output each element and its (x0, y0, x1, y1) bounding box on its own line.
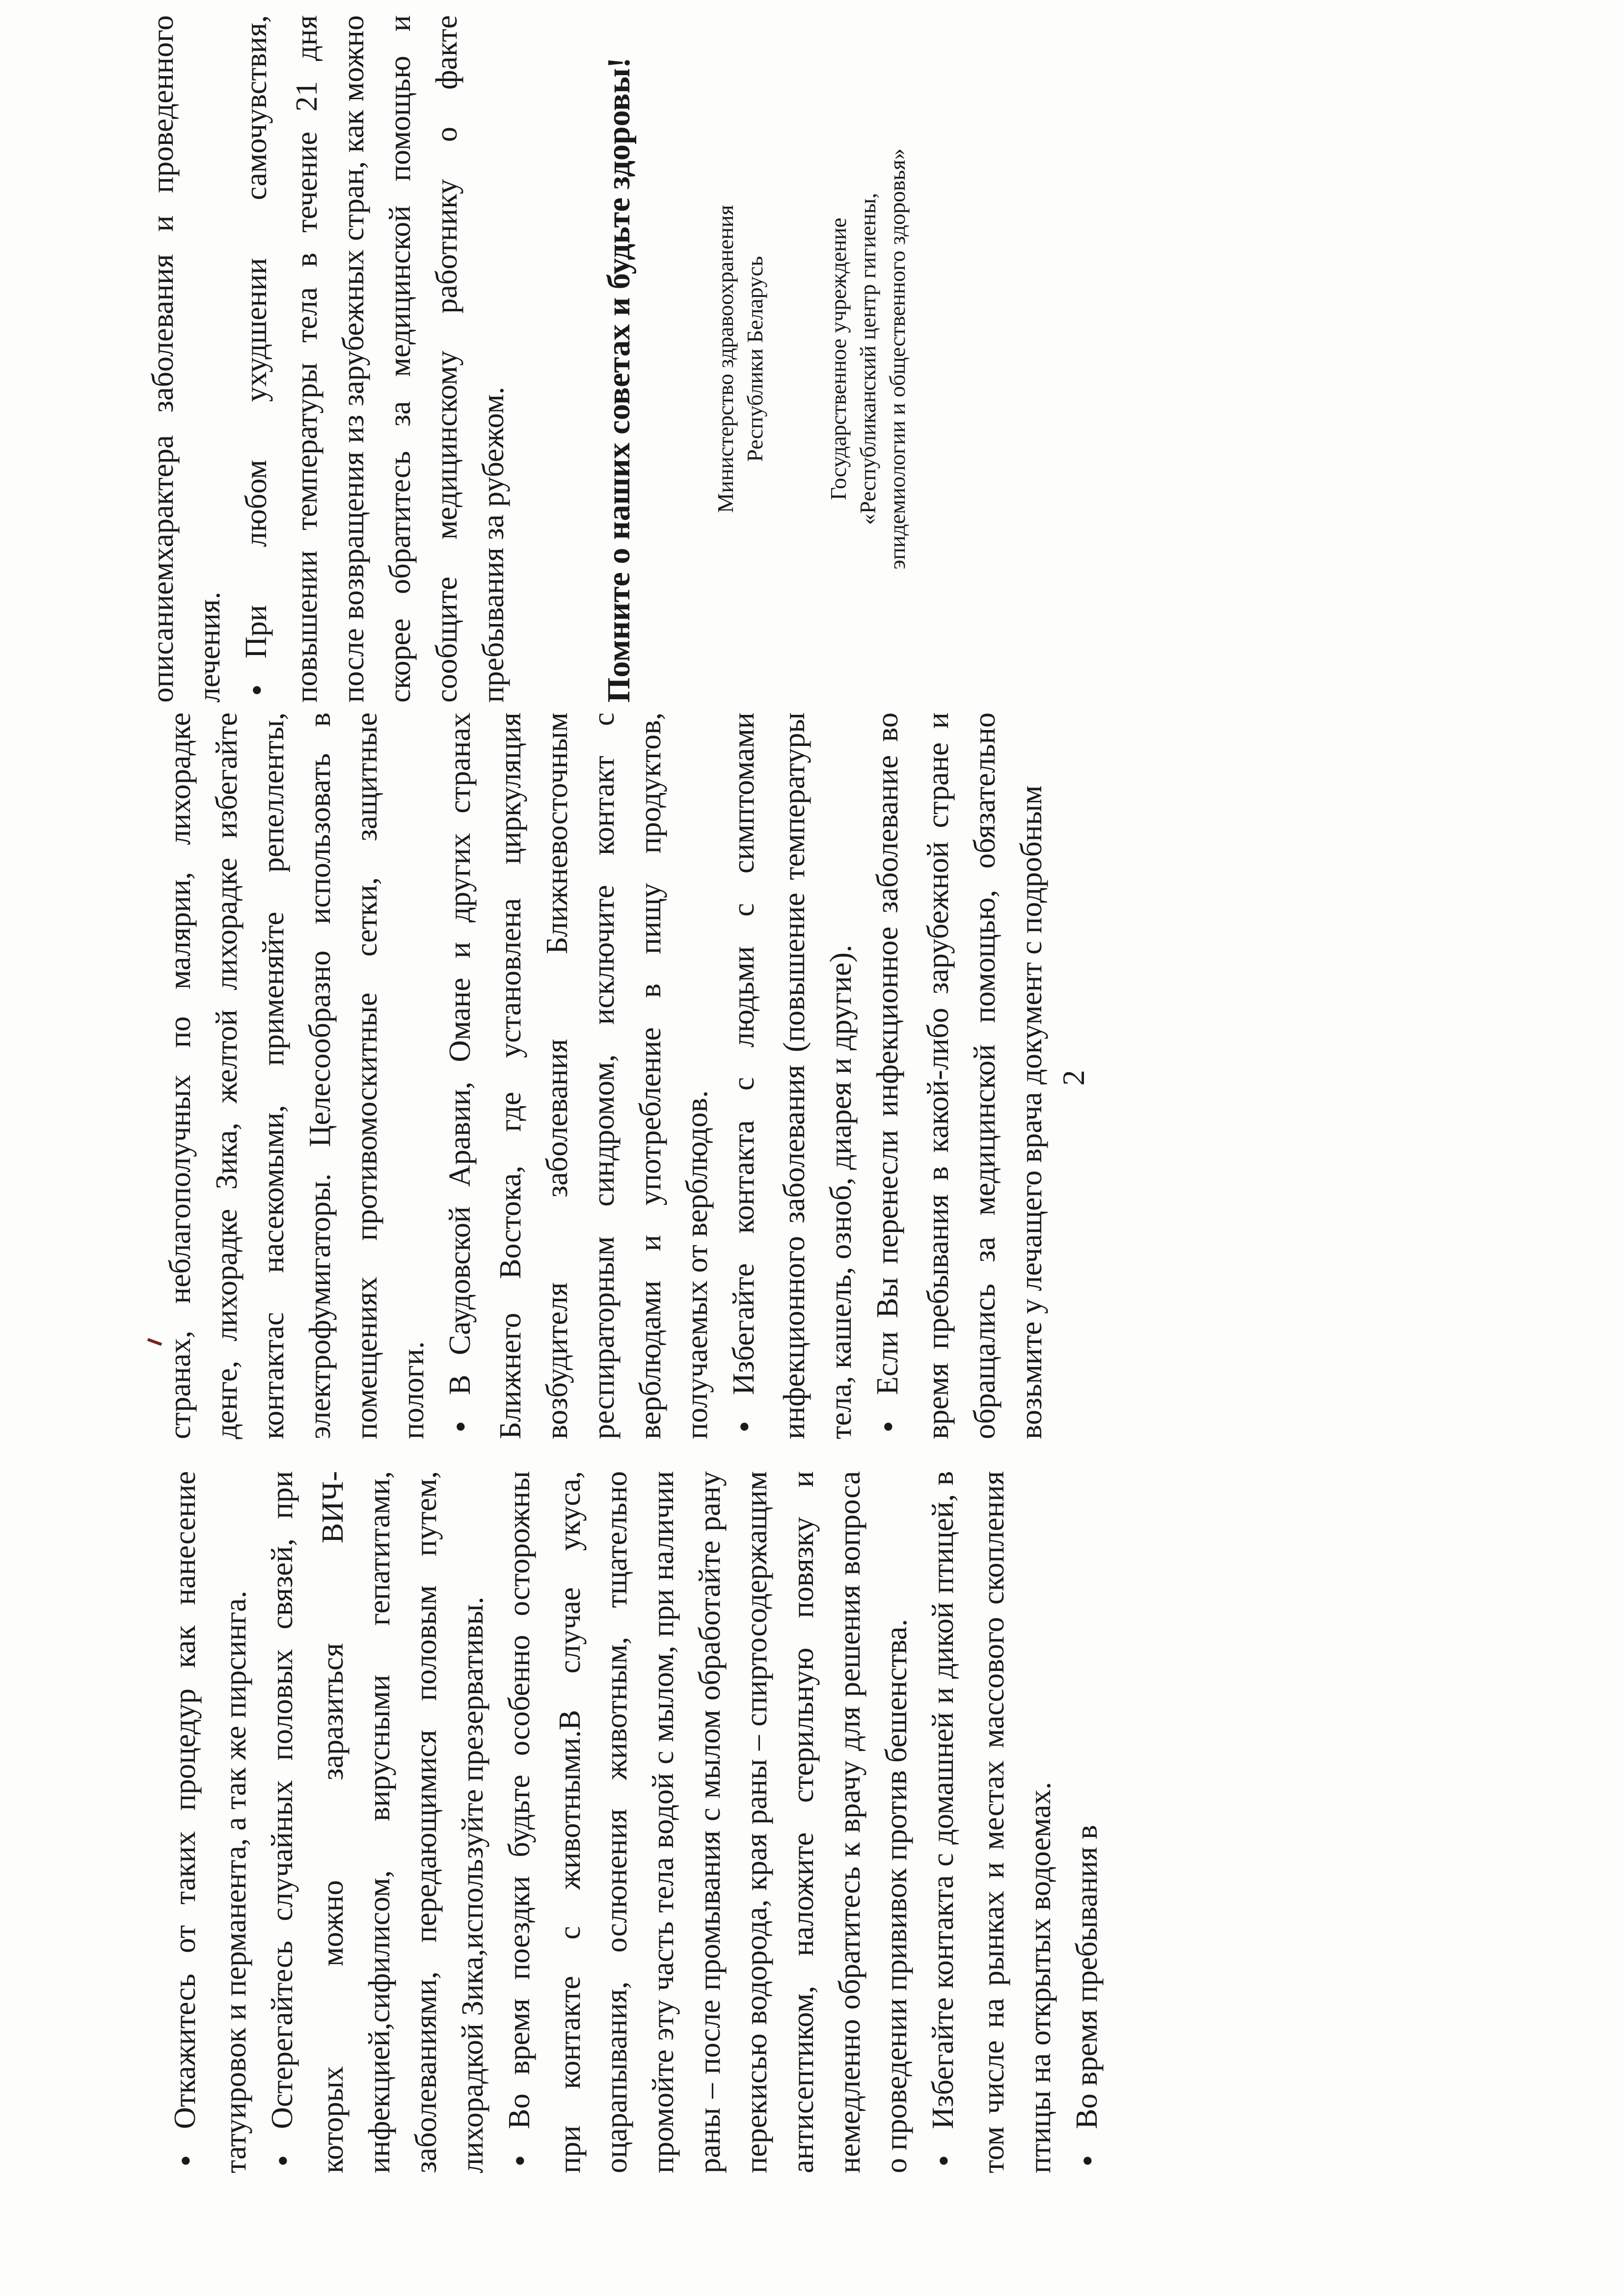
paragraph-text: При любом ухудшении самочувствия, повышении температуры тела в течение 21 дня после возвращения из зарубежных стран, как можно скорее обратитесь за медицинской помощью и сообщите медицинскому работнику о факте пребывания за рубежом. (240, 15, 510, 703)
ministry-line: Министерство здравоохранения (713, 205, 738, 513)
institution-line: «Республиканский центр гигиены, (855, 192, 880, 525)
paragraph-text: странах, неблагополучных по малярии, лихорадке денге, лихорадке Зика, желтой лихорадке избегайте контактас насекомыми, применяйте репелленты, электрофумигаторы. Целесообразно использовать в помещениях противомоскитные сетки, защитные пологи. (163, 712, 430, 1439)
column-1 (162, 1471, 1114, 2173)
paragraph-text: Во время поездки будьте особенно осторожны при контакте с животными.В случае укуса, оцарапывания, ослюнения животным, тщательно промойте эту часть тела водой с мылом, при наличии раны – после промывания с мылом обработайте рану перекисью водорода, края раны – спиртосодержащим антисептиком, наложите стерильную повязку и немедленно обратитесь к врачу для решения вопроса о проведении прививок против бешенства. (503, 1471, 913, 2173)
paragraph-text: В Саудовской Аравии, Омане и других странах Ближнего Востока, где установлена циркуляция возбудителя заболевания Ближневосточным респираторным синдромом, исключите контакт с верблюдами и употребление в пищу продуктов, получаемых от верблюдов. (443, 712, 714, 1439)
paragraph-sick-people (721, 712, 865, 1439)
paragraph-tattoo (162, 1471, 259, 2173)
paragraph-birds (920, 1471, 1064, 2173)
column-2 (157, 712, 1055, 1439)
bullet-icon (437, 1395, 487, 1439)
bullet-icon (721, 1395, 771, 1439)
paragraph-text: Откажитесь от таких процедур как нанесение татуировок и перманента, а так же пирсинга. (168, 1471, 252, 2173)
closing-message: Помните о наших советах и будьте здоровы! (601, 57, 637, 703)
paragraph-treatment (140, 15, 233, 703)
paragraph-text: Остерегайтесь случайных половых связей, при которых можно заразиться ВИЧ-инфекцией,сифилисом, вирусными гепатитами, заболеваниями, передающимися половым путем, лихорадкой Зика,используйте презервативы. (266, 1471, 489, 2173)
ministry-block (711, 15, 770, 703)
bullet-icon (233, 658, 284, 703)
bullet-icon (496, 2129, 547, 2173)
paragraph-text: Избегайте контакта с домашней и дикой птицей, в том числе на рынках и местах массового скопления птицы на открытых водоемах. (926, 1471, 1057, 2173)
bullet-icon (162, 2129, 213, 2173)
paragraph-text: Если Вы перенесли инфекционное заболевание во время пребывания в какой-либо зарубежной стране и обращались за медицинской помощью, обязательно возьмите у лечащего врача документ с подробным (871, 712, 1048, 1439)
paragraph-text: Во время пребывания в (1070, 1825, 1104, 2129)
ministry-line: Республики Беларусь (742, 256, 767, 462)
paragraph-documents (865, 712, 1055, 1439)
institution-line: эпидемиологии и общественного здоровья» (885, 148, 910, 570)
paragraph-text: Избегайте контакта с людьми с симптомами инфекционного заболевания (повышение температуры тела, кашель, озноб, диарея и другие). (727, 712, 858, 1439)
column-3 (140, 15, 912, 703)
paragraph-camels (437, 712, 721, 1439)
bullet-icon (865, 1395, 915, 1439)
paragraph-contacts (259, 1471, 496, 2173)
paragraph-stay (1064, 1471, 1114, 2173)
paragraph-symptoms (233, 15, 517, 703)
bullet-icon (920, 2129, 971, 2173)
paragraph-text: описаниемхарактера заболевания и проведенного лечения. (146, 15, 226, 703)
bullet-icon (1064, 2129, 1114, 2173)
institution-line: Государственное учреждение (826, 218, 851, 500)
bullet-icon (259, 2129, 310, 2173)
paragraph-animals (496, 1471, 920, 2173)
paragraph-insects (157, 712, 437, 1439)
page-number: 2 (1056, 1070, 1091, 1086)
institution-block (824, 15, 912, 703)
